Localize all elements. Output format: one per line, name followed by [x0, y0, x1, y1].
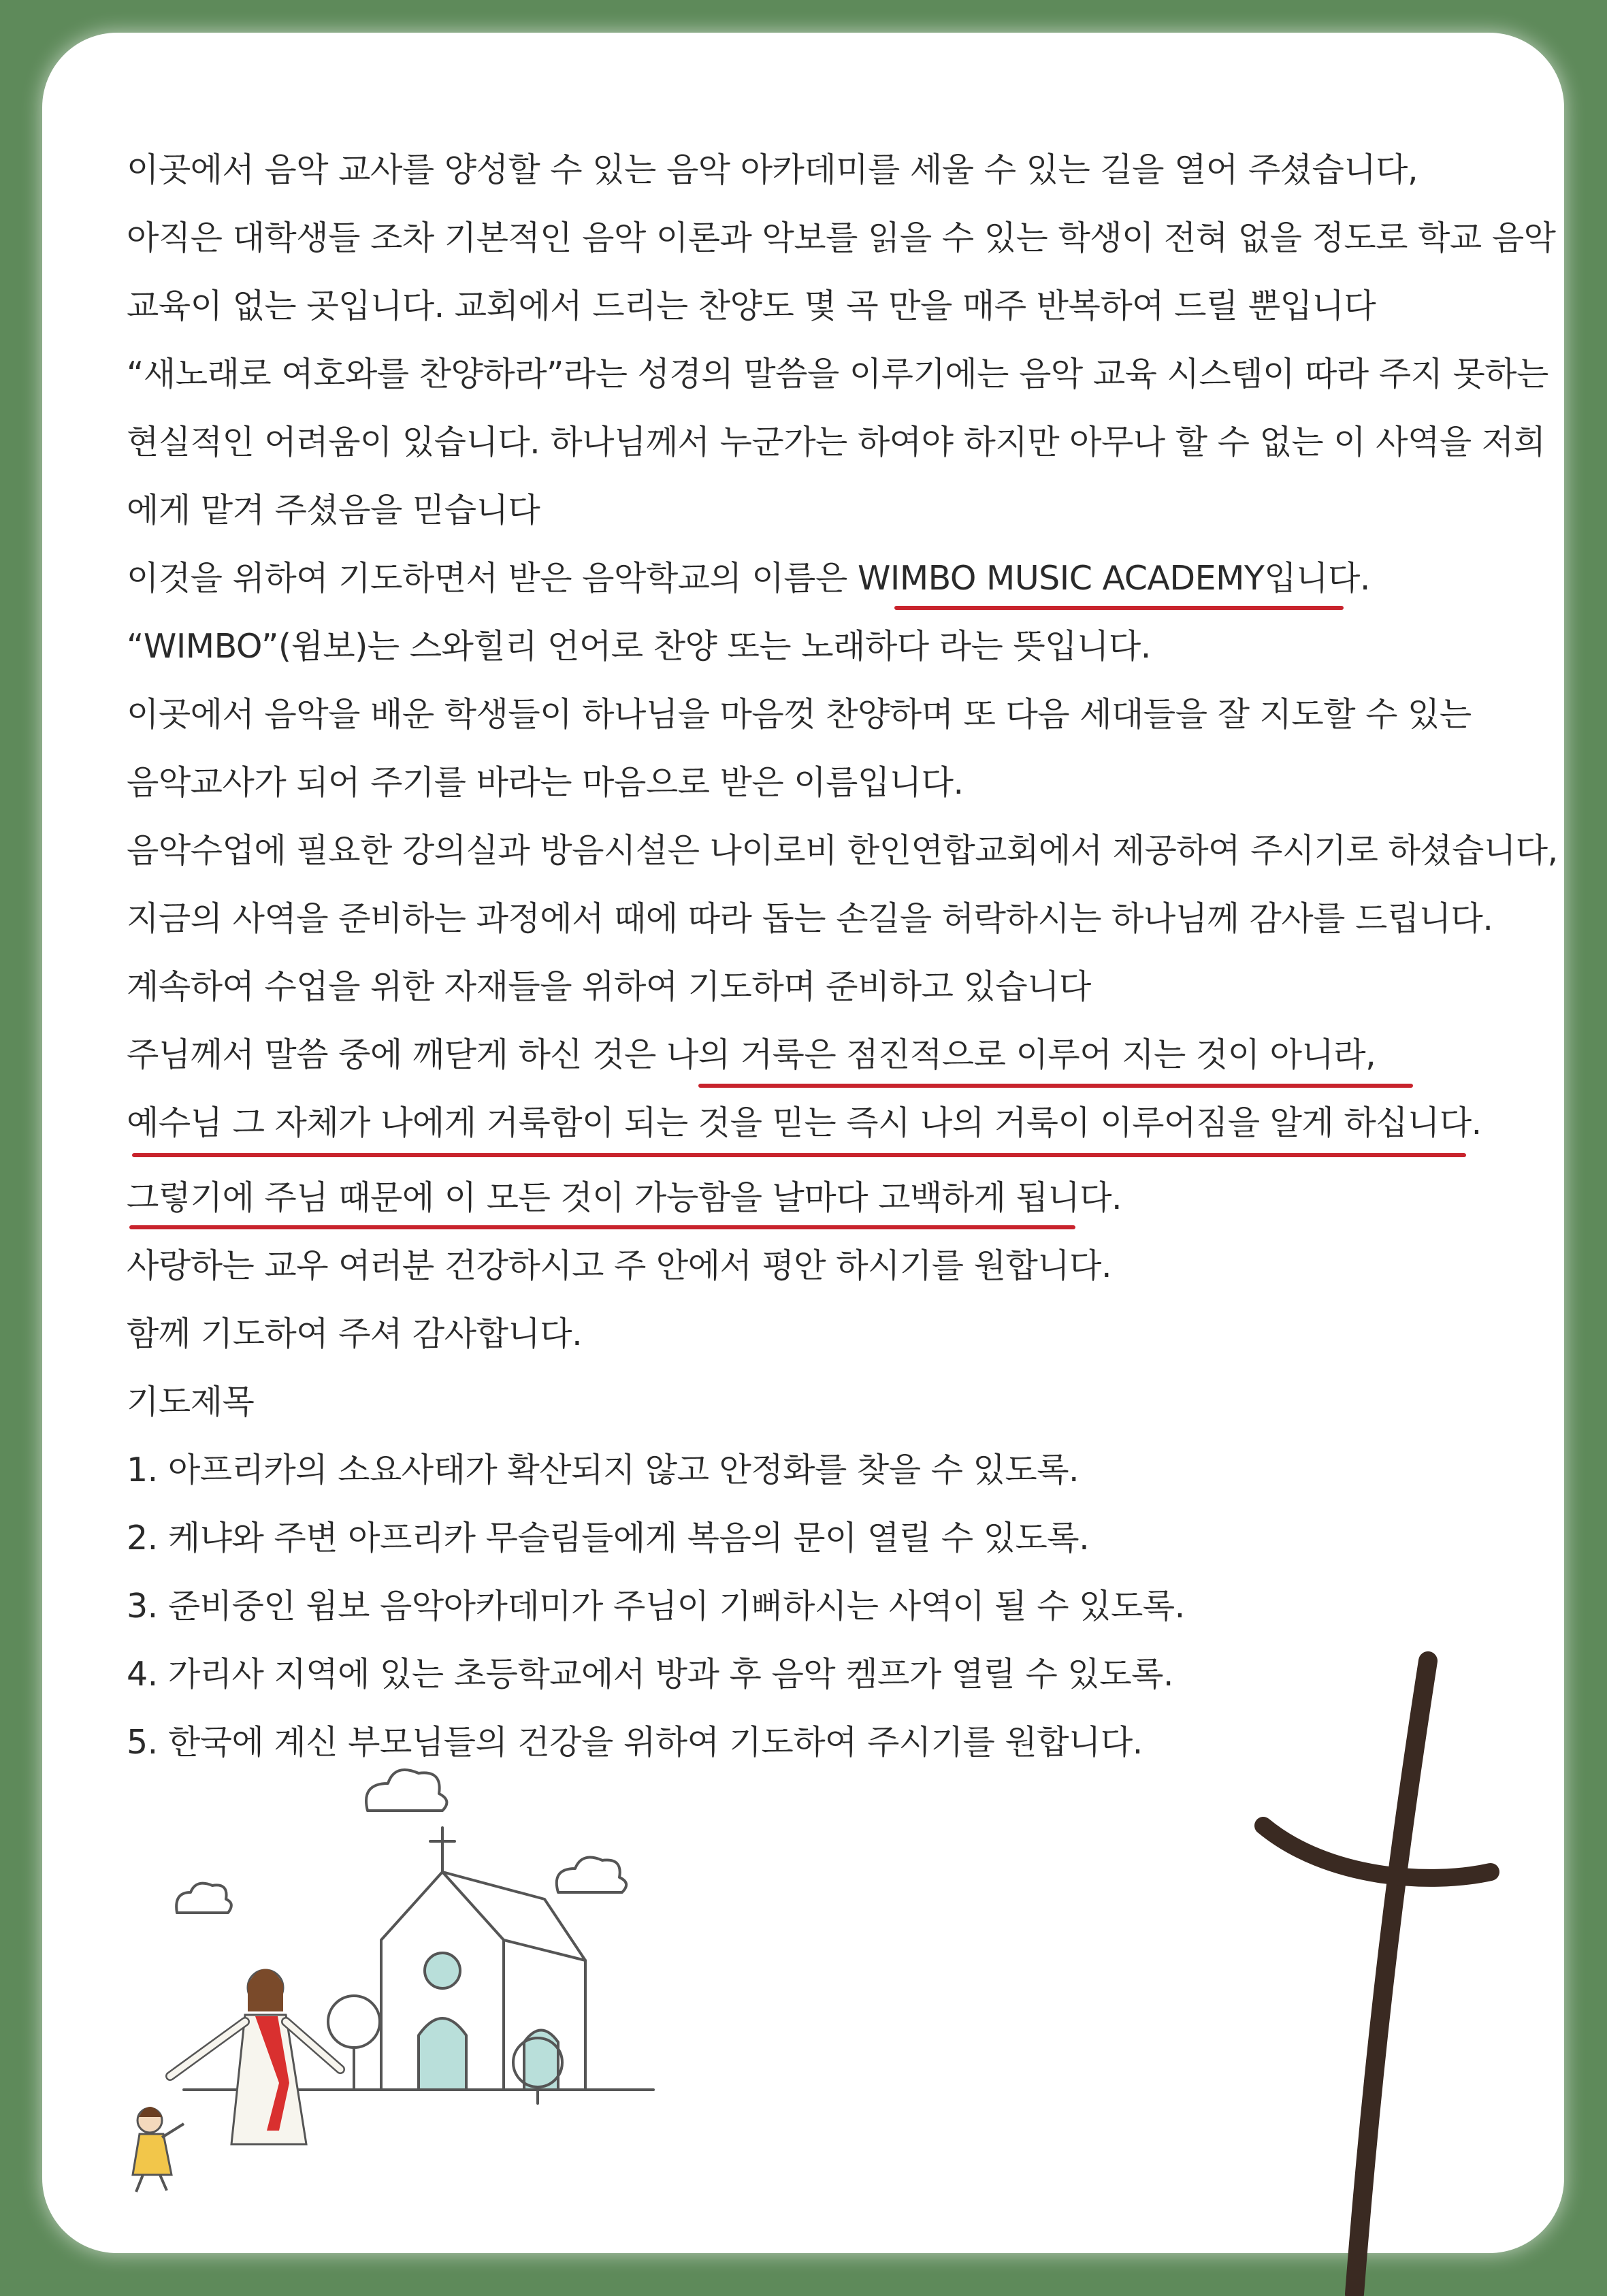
prayer-item: 1. 아프리카의 소요사태가 확산되지 않고 안정화를 찾을 수 있도록.	[127, 1451, 1080, 1489]
letter-line: 함께 기도하여 주셔 감사합니다.	[127, 1314, 583, 1353]
highlight-underline	[698, 1084, 1413, 1088]
letter-line: 현실적인 어려움이 있습니다. 하나님께서 누군가는 하여야 하지만 아무나 할 수 없는 이 사역을 저희	[127, 423, 1546, 462]
prayer-item: 3. 준비중인 윔보 음악아카데미가 주님이 기뻐하시는 사역이 될 수 있도록.	[127, 1587, 1185, 1626]
jesus-figure	[170, 1969, 340, 2145]
letter-line: 에게 맡겨 주셨음을 믿습니다	[127, 491, 540, 530]
letter-line: 음악수업에 필요한 강의실과 방음시설은 나이로비 한인연합교회에서 제공하여 주시기로 하셨습니다,	[127, 831, 1558, 870]
letter-line: 이곳에서 음악 교사를 양성할 수 있는 음악 아카데미를 세울 수 있는 길을 열어 주셨습니다,	[127, 150, 1418, 189]
letter-line: 교육이 없는 곳입니다. 교회에서 드리는 찬양도 몇 곡 만을 매주 반복하여 드릴 뿐입니다	[127, 287, 1376, 325]
highlight-line: 그렇기에 주님 때문에 이 모든 것이 가능함을 날마다 고백하게 됩니다.	[127, 1178, 1122, 1217]
letter-line: 지금의 사역을 준비하는 과정에서 때에 따라 돕는 손길을 허락하시는 하나님께 감사를 드립니다.	[127, 899, 1493, 938]
prayer-item: 2. 케냐와 주변 아프리카 무슬림들에게 복음의 문이 열릴 수 있도록.	[127, 1519, 1090, 1557]
cloud-icon	[366, 1770, 447, 1811]
letter-line: 사랑하는 교우 여러분 건강하시고 주 안에서 평안 하시기를 원합니다.	[127, 1246, 1112, 1285]
prayer-item: 5. 한국에 계신 부모님들의 건강을 위하여 기도하여 주시기를 원합니다.	[127, 1723, 1143, 1762]
highlight-line: 주님께서 말씀 중에 깨닫게 하신 것은 나의 거룩은 점진적으로 이루어 지는 것이 아니라,	[127, 1035, 1376, 1074]
letter-line: 이곳에서 음악을 배운 학생들이 하나님을 마음껏 찬양하며 또 다음 세대들을 잘 지도할 수 있는	[127, 695, 1472, 734]
child-figure	[133, 2107, 184, 2192]
prayer-item: 4. 가리사 지역에 있는 초등학교에서 방과 후 음악 켐프가 열릴 수 있도록.	[127, 1655, 1174, 1694]
academy-name-line: 이것을 위하여 기도하면서 받은 음악학교의 이름은 WIMBO MUSIC ACADEMY입니다.	[127, 559, 1370, 598]
highlight-underline	[129, 1225, 1075, 1229]
church-illustration	[109, 1763, 667, 2199]
academy-name-underline	[894, 606, 1344, 610]
cloud-icon	[557, 1858, 626, 1892]
cloud-icon	[176, 1883, 231, 1913]
letter-line: 아직은 대학생들 조차 기본적인 음악 이론과 악보를 읽을 수 있는 학생이 전혀 없을 정도로 학교 음악	[127, 219, 1556, 257]
letter-line: 음악교사가 되어 주기를 바라는 마음으로 받은 이름입니다.	[127, 763, 964, 802]
prayer-heading: 기도제목	[127, 1383, 255, 1421]
cross-icon	[1252, 1647, 1525, 2296]
highlight-line: 예수님 그 자체가 나에게 거룩함이 되는 것을 믿는 즉시 나의 거룩이 이루어짐을 알게 하십니다.	[127, 1103, 1482, 1142]
highlight-underline	[132, 1153, 1466, 1157]
letter-line: “WIMBO”(윔보)는 스와힐리 언어로 찬양 또는 노래하다 라는 뜻입니다.	[127, 627, 1151, 666]
letter-line: 계속하여 수업을 위한 자재들을 위하여 기도하며 준비하고 있습니다	[127, 967, 1091, 1006]
letter-line: “새노래로 여호와를 찬양하라”라는 성경의 말씀을 이루기에는 음악 교육 시스템이 따라 주지 못하는	[127, 355, 1548, 393]
